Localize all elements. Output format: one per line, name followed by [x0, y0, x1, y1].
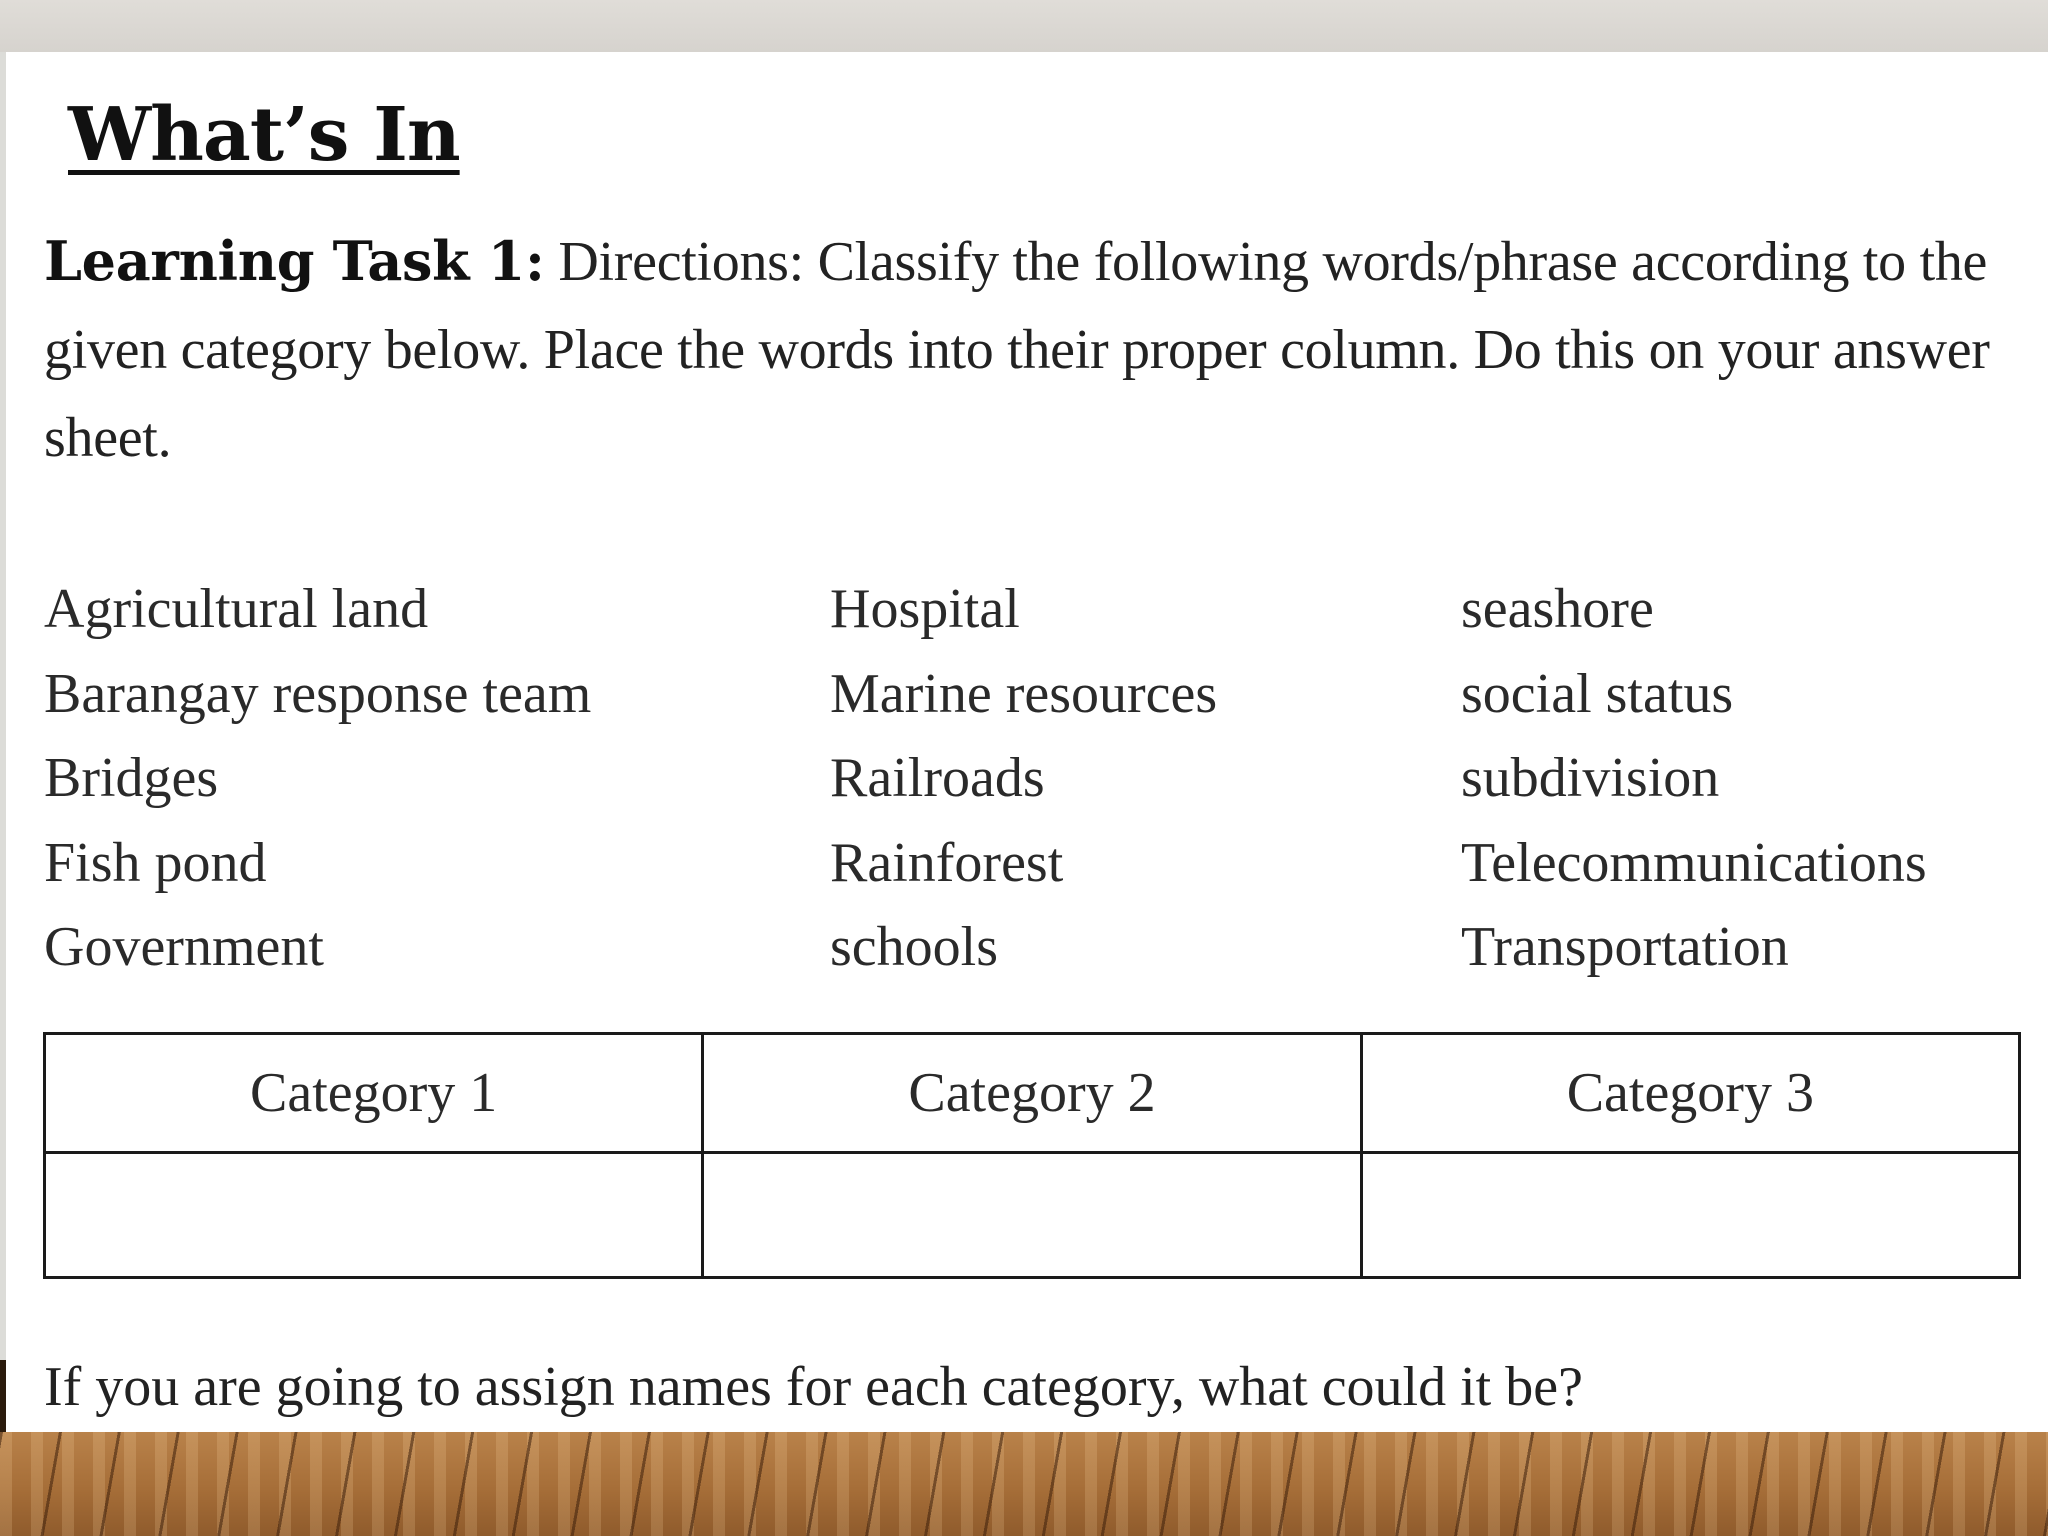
page-title: What’s In: [68, 92, 460, 178]
word-item: Telecommunications: [1461, 831, 1927, 894]
word-item: Bridges: [44, 747, 219, 809]
word-item: Barangay response team: [44, 662, 592, 725]
word-item: Rainforest: [830, 831, 1064, 894]
task-directions: [44, 217, 2024, 482]
answer-cell: [45, 1153, 703, 1278]
word-item: Marine resources: [830, 662, 1218, 725]
slide-page: [6, 52, 2048, 1432]
answer-cell: [1361, 1153, 2019, 1278]
word-item: Hospital: [830, 578, 1020, 640]
word-item: Fish pond: [44, 831, 267, 894]
word-item: Transportation: [1461, 916, 1789, 978]
word-item: seashore: [1461, 578, 1654, 640]
category-table: [43, 1032, 2021, 1279]
top-background-band: [0, 0, 2048, 52]
category-header: Category 3: [1361, 1034, 2019, 1153]
word-item: social status: [1461, 662, 1734, 725]
answer-cell: [703, 1153, 1361, 1278]
follow-up-question: If you are going to assign names for each category, what could it be?: [44, 1356, 1583, 1418]
word-item: Railroads: [830, 747, 1045, 809]
task-label: Learning Task 1:: [44, 229, 545, 293]
word-column-3: [1461, 567, 1927, 990]
word-item: Government: [44, 916, 324, 978]
category-header: Category 1: [45, 1034, 703, 1153]
word-item: subdivision: [1461, 747, 1720, 809]
table-header-row: [45, 1034, 2020, 1153]
table-row: [45, 1153, 2020, 1278]
word-item: Agricultural land: [44, 578, 429, 640]
word-column-2: [830, 567, 1217, 990]
word-item: schools: [830, 916, 998, 978]
directions-text: Directions: Classify the following words/phrase according to the given category below. Place the words into their proper column. Do this on your answer sheet.: [44, 231, 1990, 469]
category-header: Category 2: [703, 1034, 1361, 1153]
word-column-1: [44, 567, 591, 990]
wood-floor-background: [0, 1432, 2048, 1536]
